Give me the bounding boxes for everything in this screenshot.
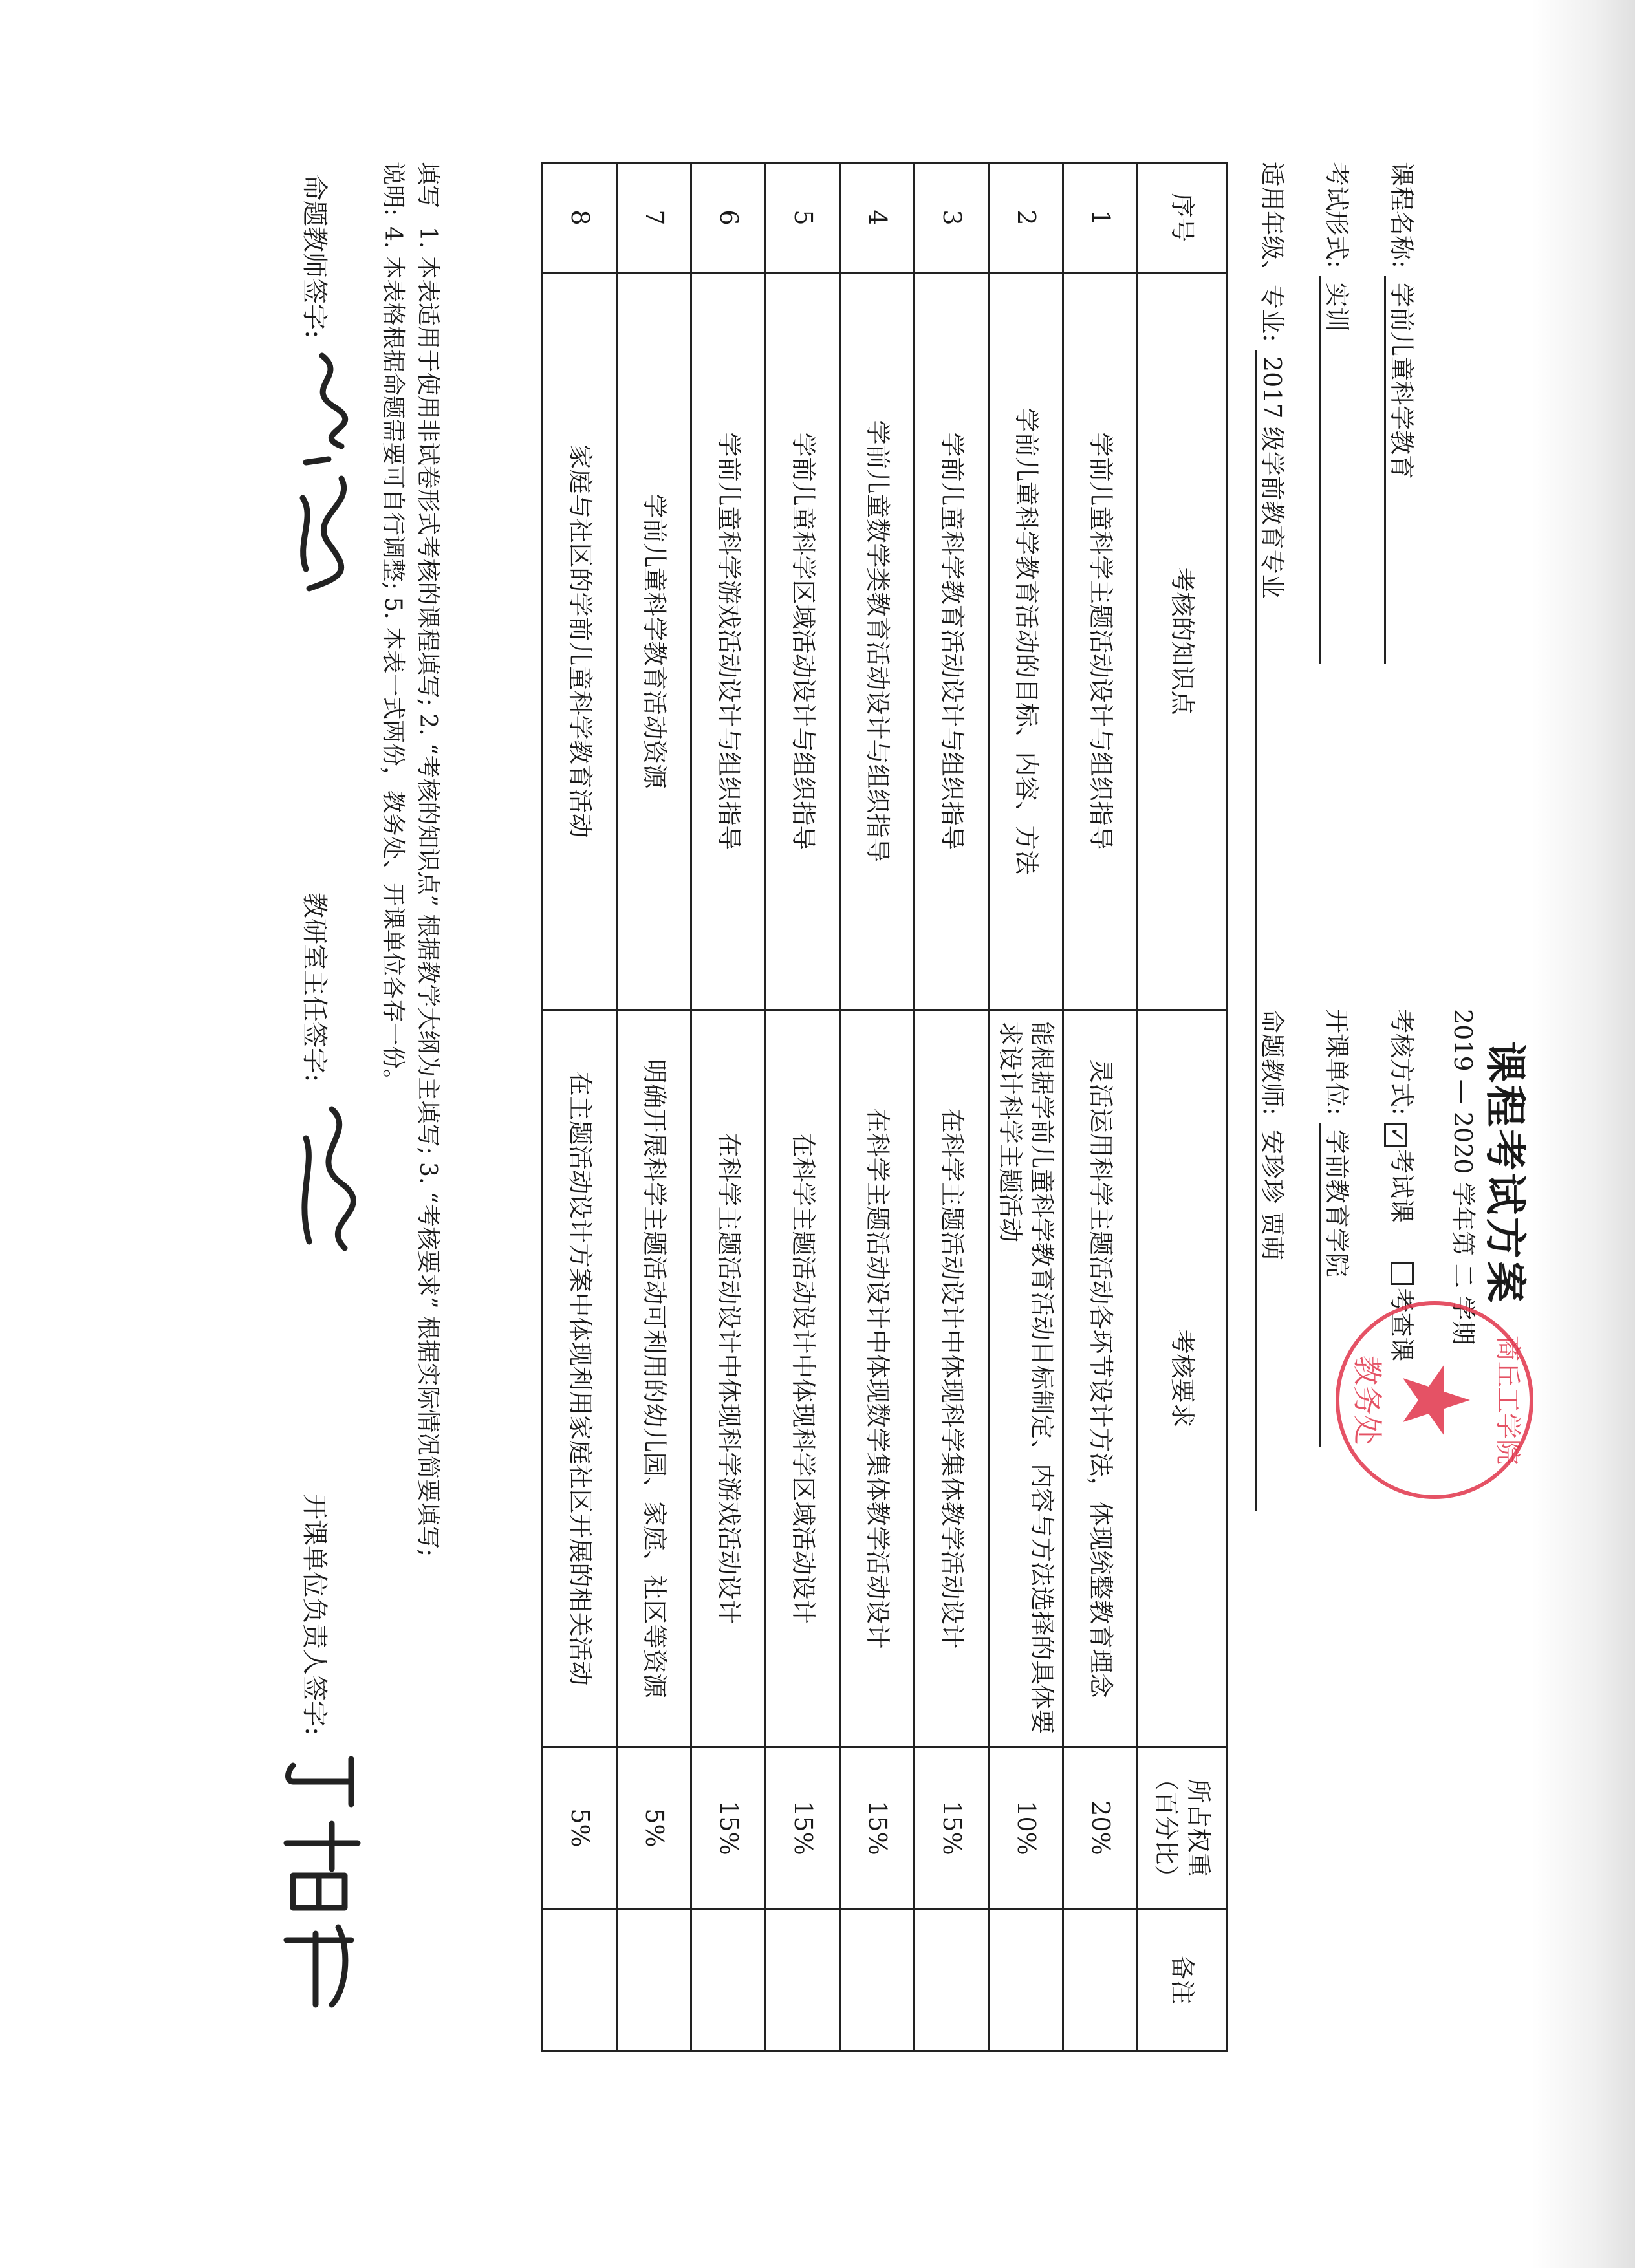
exam-form-label: 考试形式: xyxy=(1323,162,1351,268)
head-signature-label: 开课单位负责人签字: xyxy=(299,1494,329,1736)
requirement: 在主题活动设计方案中体现利用家庭社区开展的相关活动 xyxy=(543,1010,617,1747)
exam-method-option-1: 考试课 xyxy=(1387,1149,1416,1223)
remark xyxy=(617,1909,691,2051)
weight: 10% xyxy=(989,1747,1063,1909)
exam-form-value: 实训 xyxy=(1319,276,1357,664)
row-number: 2 xyxy=(989,163,1063,273)
teacher-signature-label: 命题教师签字: xyxy=(299,175,329,339)
exam-method-label: 考核方式: xyxy=(1387,1009,1416,1116)
course-name-label: 课程名称: xyxy=(1387,162,1416,268)
knowledge-point: 学前儿童数学类教育活动设计与组织指导 xyxy=(840,273,915,1010)
remark xyxy=(543,1909,617,2051)
exam-method-option-2: 考查课 xyxy=(1387,1288,1416,1362)
grade-major-label: 适用年级、专业: xyxy=(1258,162,1286,342)
notes-line-2: 4. 本表格根据命题需要可自行调整; 5. 本表一式两份，教务处、开课单位各存一份。 xyxy=(380,226,406,1093)
knowledge-point: 学前儿童科学教育活动资源 xyxy=(617,273,691,1010)
requirement: 在科学主题活动设计中体现数学集体教学活动设计 xyxy=(840,1010,915,1747)
requirement: 明确开展科学主题活动可利用的幼儿园、家庭、社区等资源 xyxy=(617,1010,691,1747)
requirement: 能根据学前儿童科学教育活动目标制定、内容与方法选择的具体要求设计科学主题活动 xyxy=(989,1010,1063,1747)
table-row xyxy=(691,163,766,2051)
teacher-value: 安珍珍 贾萌 xyxy=(1255,1123,1292,1511)
remark xyxy=(989,1909,1063,2051)
notes-block xyxy=(375,162,445,1557)
document-title: 课程考试方案 xyxy=(1480,1041,1529,1305)
table-row xyxy=(766,163,840,2051)
checked-checkbox-icon: ✓ xyxy=(1384,1123,1407,1147)
notes-label-2: 说明: xyxy=(380,162,406,217)
director-signature-label: 教研室主任签字: xyxy=(299,892,329,1083)
remark xyxy=(840,1909,915,2051)
notes-label-1: 填写 xyxy=(415,162,441,209)
knowledge-point: 学前儿童科学主题活动设计与组织指导 xyxy=(1063,273,1138,1010)
row-number: 5 xyxy=(766,163,840,273)
row-number: 6 xyxy=(691,163,766,273)
knowledge-point: 家庭与社区的学前儿童科学教育活动 xyxy=(543,273,617,1010)
weight: 15% xyxy=(840,1747,915,1909)
remark xyxy=(1063,1909,1138,2051)
remark xyxy=(915,1909,989,2051)
table-row xyxy=(617,163,691,2051)
weight: 20% xyxy=(1063,1747,1138,1909)
weight: 15% xyxy=(915,1747,989,1909)
exam-form-row xyxy=(1319,162,1357,664)
exam-plan-table xyxy=(541,162,1228,2052)
grade-major-value: 2017 级学前教育专业 xyxy=(1255,350,1292,1139)
teacher-row xyxy=(1255,1009,1292,1511)
requirement: 灵活运用科学主题活动各环节设计方法，体现统整教育理念 xyxy=(1063,1010,1138,1747)
table-header-row xyxy=(1138,163,1227,2051)
weight: 5% xyxy=(543,1747,617,1909)
teacher-handwritten-signature xyxy=(283,349,367,595)
requirement: 在科学主题活动设计中体现科学集体教学活动设计 xyxy=(915,1010,989,1747)
table-row xyxy=(915,163,989,2051)
unchecked-checkbox-icon xyxy=(1391,1262,1414,1285)
notes-line-1: 1. 本表适用于使用非试卷形式考核的课程填写; 2. “考核的知识点” 根据教学大纲为主填写; 3. “考核要求” 根据实际情况简要填写; xyxy=(415,226,441,1557)
requirement: 在科学主题活动设计中体现科学游戏活动设计 xyxy=(691,1010,766,1747)
column-header: 备注 xyxy=(1138,1909,1227,2051)
remark xyxy=(691,1909,766,2051)
row-number: 7 xyxy=(617,163,691,273)
requirement: 在科学主题活动设计中体现科学区域活动设计 xyxy=(766,1010,840,1747)
weight: 15% xyxy=(766,1747,840,1909)
column-header: 序号 xyxy=(1138,163,1227,273)
department-label: 开课单位: xyxy=(1323,1009,1351,1116)
star-icon xyxy=(1403,1365,1470,1436)
table-row xyxy=(1063,163,1138,2051)
seal-text-top: 商丘工学院 xyxy=(1493,1335,1522,1465)
course-name-row xyxy=(1384,162,1422,664)
head-handwritten-signature xyxy=(280,1746,377,2018)
knowledge-point: 学前儿童科学游戏活动设计与组织指导 xyxy=(691,273,766,1010)
row-number: 3 xyxy=(915,163,989,273)
column-header: 所占权重（百分比） xyxy=(1138,1747,1227,1909)
department-value: 学前教育学院 xyxy=(1319,1123,1357,1447)
table-row xyxy=(543,163,617,2051)
knowledge-point: 学前儿童科学区域活动设计与组织指导 xyxy=(766,273,840,1010)
seal-text-bottom: 教务处 xyxy=(1350,1355,1385,1445)
remark xyxy=(766,1909,840,2051)
row-number: 1 xyxy=(1063,163,1138,273)
table-row xyxy=(840,163,915,2051)
weight: 5% xyxy=(617,1747,691,1909)
weight: 15% xyxy=(691,1747,766,1909)
teacher-label: 命题教师: xyxy=(1258,1009,1286,1116)
row-number: 8 xyxy=(543,163,617,273)
semester-line: 2019 — 2020 学年第 二 学期 xyxy=(1449,1009,1477,1345)
row-number: 4 xyxy=(840,163,915,273)
table-row xyxy=(989,163,1063,2051)
course-name-value: 学前儿童科学教育 xyxy=(1384,276,1422,664)
column-header: 考核的知识点 xyxy=(1138,273,1227,1010)
column-header: 考核要求 xyxy=(1138,1010,1227,1747)
knowledge-point: 学前儿童科学教育活动设计与组织指导 xyxy=(915,273,989,1010)
grade-major-row xyxy=(1255,162,1292,1139)
director-handwritten-signature xyxy=(287,1099,371,1261)
knowledge-point: 学前儿童科学教育活动的目标、内容、方法 xyxy=(989,273,1063,1010)
official-seal-stamp xyxy=(1328,1293,1541,1507)
